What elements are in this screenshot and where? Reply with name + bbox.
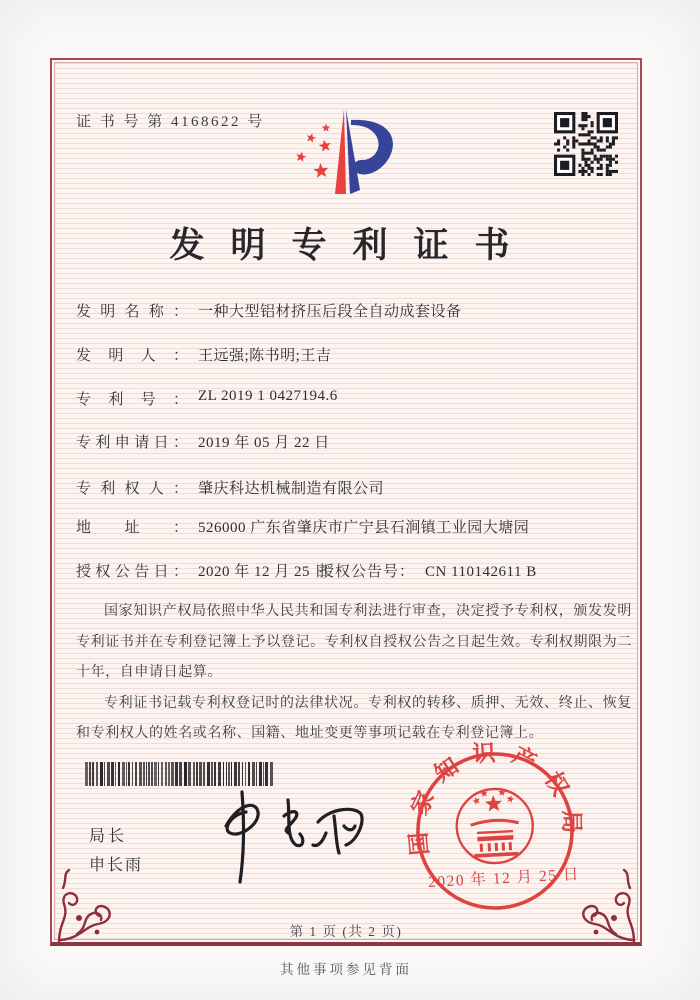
legal-paragraph-2: 专利证书记载专利权登记时的法律状况。专利权的转移、质押、无效、终止、恢复和专利权人的姓名或名称、国籍、地址变更等事项记载在专利登记簿上。 (76, 695, 632, 741)
field-label: 专利权人： (76, 481, 188, 497)
cnipa-logo-icon (288, 100, 410, 202)
field-filing-date (76, 431, 621, 453)
corner-flourish-icon (53, 848, 149, 944)
field-value: 肇庆科达机械制造有限公司 (198, 481, 385, 497)
field-value: 526000 广东省肇庆市广宁县石涧镇工业园大塘园 (198, 520, 530, 536)
field-patentee (76, 477, 621, 499)
logo-stars (296, 124, 331, 178)
certificate-number: 证 书 号 第 4168622 号 (76, 114, 265, 130)
legal-paragraph-1: 国家知识产权局依照中华人民共和国专利法进行审查，决定授予专利权，颁发发明专利证书并在专利登记簿上予以登记。专利权自授权公告之日起生效。专利权期限为二十年，自申请日起算。 (76, 604, 632, 680)
page-number: 第 1 页 (共 2 页) (289, 924, 403, 939)
signature-icon (198, 786, 383, 888)
barcode-icon (85, 762, 275, 786)
back-side-note: 其他事项参见背面 (280, 962, 412, 977)
field-label: 发明人： (76, 348, 188, 364)
field-value: 王远强;陈书明;王吉 (198, 348, 332, 364)
field-value: 一种大型铝材挤压后段全自动成套设备 (198, 304, 462, 320)
field-grant-announcement (76, 560, 621, 582)
national-emblem-icon (455, 787, 535, 865)
field-label: 发明名称： (76, 304, 188, 320)
grant-number-value: CN 110142611 B (425, 564, 537, 580)
field-label: 地址： (76, 520, 188, 536)
field-patent-number (76, 388, 621, 410)
field-value: ZL 2019 1 0427194.6 (198, 388, 338, 404)
grant-date-value: 2020 年 12 月 25 日 (198, 564, 330, 580)
grant-date-label: 授权公告日： (76, 564, 188, 580)
corner-flourish-icon (544, 848, 640, 944)
commissioner-name: 申长雨 (89, 857, 144, 874)
field-label: 专利号： (76, 392, 188, 408)
field-label: 专利申请日： (76, 435, 188, 451)
commissioner-title: 局长 (89, 828, 128, 845)
field-inventors (76, 344, 621, 366)
seal-date: 2020 年 12 月 25 日 (427, 866, 581, 891)
qr-code-icon (554, 112, 618, 176)
field-address (76, 516, 621, 538)
certificate-title: 发明专利证书 (169, 226, 536, 265)
grant-number-label: 授权公告号： (319, 564, 416, 580)
field-value: 2019 年 05 月 22 日 (198, 435, 330, 451)
legal-text (76, 597, 632, 750)
grant-number-group (319, 560, 537, 581)
seal-ring-text: 国家知识产权局 (404, 739, 585, 857)
field-invention-name (76, 300, 621, 322)
